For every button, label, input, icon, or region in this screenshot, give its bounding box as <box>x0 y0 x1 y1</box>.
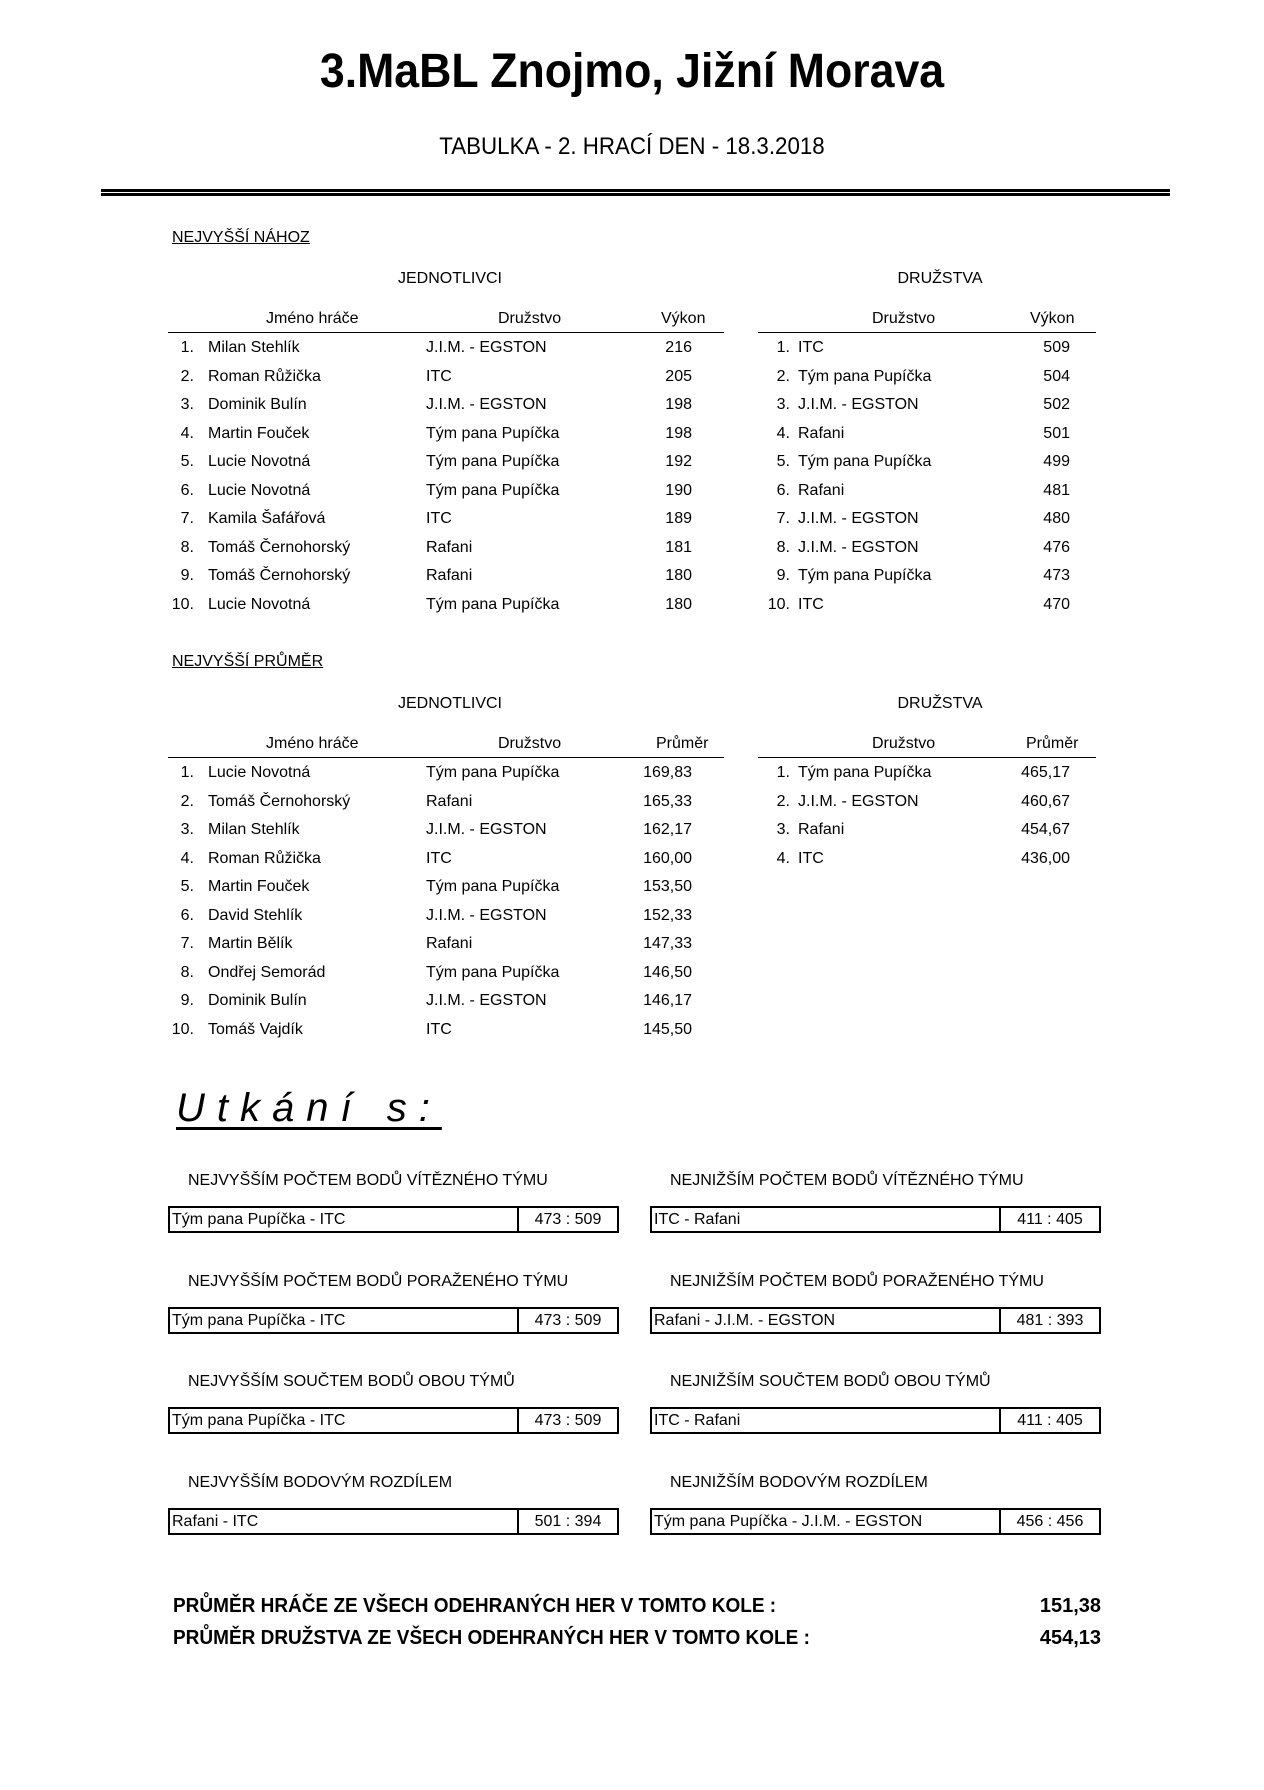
record-score: 411 : 405 <box>999 1208 1099 1231</box>
col-average: Průměr <box>1026 735 1079 752</box>
col-score: Výkon <box>1030 310 1075 327</box>
team-name: Tým pana Pupíčka <box>426 764 560 781</box>
team-name: Rafani <box>798 424 845 442</box>
table-row <box>168 590 724 619</box>
rank: 1. <box>180 764 194 781</box>
table-header <box>758 729 1096 758</box>
score-value: 165,33 <box>643 792 692 810</box>
table-row <box>758 504 1096 533</box>
section-heading-highest-throw: NEJVYŠŠÍ NÁHOZ <box>172 229 310 246</box>
record-box <box>168 1407 619 1434</box>
table-row <box>168 787 724 816</box>
rank: 9. <box>180 567 194 584</box>
rank: 8. <box>776 538 790 556</box>
table-row <box>758 447 1096 476</box>
table-row <box>758 362 1096 391</box>
player-name: Tomáš Černohorský <box>208 538 351 556</box>
score-value: 189 <box>665 510 692 527</box>
page-subtitle: TABULKA - 2. HRACÍ DEN - 18.3.2018 <box>439 133 825 160</box>
score-value: 198 <box>665 424 692 442</box>
record-score: 473 : 509 <box>517 1409 617 1432</box>
table-row <box>758 476 1096 505</box>
col-team: Družstvo <box>872 310 936 327</box>
score-value: 147,33 <box>643 935 692 952</box>
record-match: Tým pana Pupíčka - ITC <box>172 1311 346 1329</box>
score-value: 509 <box>1043 339 1070 356</box>
table-row <box>758 390 1096 419</box>
rank: 1. <box>776 764 790 781</box>
team-name: Tým pana Pupíčka <box>798 453 932 470</box>
record-match: Tým pana Pupíčka - ITC <box>172 1211 346 1228</box>
record-score: 481 : 393 <box>999 1309 1099 1332</box>
team-name: Rafani <box>426 538 473 556</box>
col-score: Výkon <box>661 310 706 327</box>
team-name: J.I.M. - EGSTON <box>426 396 547 413</box>
team-name: ITC <box>426 510 452 527</box>
team-name: J.I.M. - EGSTON <box>426 992 547 1009</box>
individuals-average-table <box>168 729 724 1043</box>
team-name: ITC <box>426 1020 452 1038</box>
team-name: ITC <box>798 595 824 613</box>
record-score: 473 : 509 <box>517 1309 617 1332</box>
score-value: 499 <box>1043 453 1070 470</box>
rank: 7. <box>776 510 790 527</box>
score-value: 152,33 <box>643 906 692 924</box>
team-name: ITC <box>798 849 824 867</box>
score-value: 190 <box>665 481 692 499</box>
team-name: Tým pana Pupíčka <box>426 481 560 499</box>
team-name: Rafani <box>426 792 473 810</box>
page-title: 3.MaBL Znojmo, Jižní Morava <box>319 45 945 98</box>
player-name: David Stehlík <box>208 906 303 924</box>
team-name: Tým pana Pupíčka <box>426 424 560 442</box>
record-score: 411 : 405 <box>999 1409 1099 1432</box>
rank: 2. <box>180 367 194 385</box>
player-name: Milan Stehlík <box>208 821 300 838</box>
table-header <box>168 304 724 333</box>
record-box <box>168 1307 619 1334</box>
record-box <box>650 1407 1101 1434</box>
record-label: NEJNIŽŠÍM POČTEM BODŮ VÍTĚZNÉHO TÝMU <box>670 1172 1024 1189</box>
score-value: 502 <box>1043 396 1070 413</box>
rank: 4. <box>180 424 194 442</box>
team-name: Tým pana Pupíčka <box>426 453 560 470</box>
rank: 3. <box>776 396 790 413</box>
score-value: 180 <box>665 567 692 584</box>
team-name: Rafani <box>426 935 473 952</box>
rank: 4. <box>776 849 790 867</box>
table-row <box>168 419 724 448</box>
table-row <box>168 333 724 362</box>
record-match: ITC - Rafani <box>654 1412 741 1429</box>
table-body <box>758 758 1096 872</box>
score-value: 146,17 <box>643 992 692 1009</box>
col-player-name: Jméno hráče <box>266 735 359 752</box>
rank: 8. <box>180 963 194 981</box>
table-row <box>758 844 1096 873</box>
player-name: Roman Růžička <box>208 849 321 867</box>
col-player-name: Jméno hráče <box>266 310 359 327</box>
rank: 6. <box>180 481 194 499</box>
score-value: 169,83 <box>643 764 692 781</box>
record-box <box>168 1206 619 1233</box>
score-value: 476 <box>1043 538 1070 556</box>
table-row <box>168 844 724 873</box>
table-header <box>758 304 1096 333</box>
player-name: Lucie Novotná <box>208 764 311 781</box>
record-match: Rafani - J.I.M. - EGSTON <box>654 1311 836 1329</box>
player-name: Milan Stehlík <box>208 339 300 356</box>
score-value: 481 <box>1043 481 1070 499</box>
record-label: NEJNIŽŠÍM BODOVÝM ROZDÍLEM <box>670 1473 928 1491</box>
score-value: 180 <box>665 595 692 613</box>
record-score: 456 : 456 <box>999 1510 1099 1533</box>
score-value: 436,00 <box>1021 849 1070 867</box>
player-name: Martin Fouček <box>208 424 310 442</box>
table-row <box>168 929 724 958</box>
team-name: J.I.M. - EGSTON <box>426 339 547 356</box>
rank: 1. <box>180 339 194 356</box>
teams-average-table <box>758 729 1096 872</box>
team-name: Tým pana Pupíčka <box>798 567 932 584</box>
rank: 3. <box>180 821 194 838</box>
teams-heading: DRUŽSTVA <box>897 270 983 287</box>
record-match: Tým pana Pupíčka - ITC <box>172 1412 346 1429</box>
team-name: J.I.M. - EGSTON <box>426 821 547 838</box>
table-row <box>758 419 1096 448</box>
table-body <box>168 758 724 1043</box>
player-average-value: 151,38 <box>1039 1595 1101 1617</box>
team-name: Rafani <box>798 821 845 838</box>
score-value: 473 <box>1043 567 1070 584</box>
table-row <box>168 986 724 1015</box>
table-row <box>168 504 724 533</box>
team-name: J.I.M. - EGSTON <box>798 538 919 556</box>
team-name: ITC <box>426 367 452 385</box>
player-name: Tomáš Černohorský <box>208 792 351 810</box>
record-match: Tým pana Pupíčka - J.I.M. - EGSTON <box>654 1512 923 1530</box>
individuals-throw-table <box>168 304 724 618</box>
score-value: 192 <box>665 453 692 470</box>
table-row <box>758 561 1096 590</box>
score-value: 153,50 <box>643 878 692 895</box>
player-name: Dominik Bulín <box>208 992 307 1009</box>
team-name: J.I.M. - EGSTON <box>798 396 919 413</box>
table-row <box>168 1015 724 1044</box>
score-value: 145,50 <box>643 1020 692 1038</box>
score-value: 205 <box>665 367 692 385</box>
player-name: Lucie Novotná <box>208 481 311 499</box>
team-name: ITC <box>426 849 452 867</box>
col-team: Družstvo <box>872 735 936 752</box>
team-name: ITC <box>798 339 824 356</box>
rank: 7. <box>180 510 194 527</box>
team-name: Tým pana Pupíčka <box>426 963 560 981</box>
team-name: Rafani <box>426 567 473 584</box>
record-box <box>650 1307 1101 1334</box>
individuals-heading: JEDNOTLIVCI <box>397 270 502 287</box>
team-name: Tým pana Pupíčka <box>426 595 560 613</box>
rank: 8. <box>180 538 194 556</box>
rank: 5. <box>776 453 790 470</box>
team-name: J.I.M. - EGSTON <box>798 792 919 810</box>
teams-throw-table <box>758 304 1096 618</box>
col-average: Průměr <box>656 735 709 752</box>
player-name: Tomáš Černohorský <box>208 567 351 584</box>
record-box <box>650 1508 1101 1535</box>
record-match: ITC - Rafani <box>654 1211 741 1228</box>
rank: 10. <box>171 1020 194 1038</box>
player-name: Martin Bělík <box>208 935 293 952</box>
table-row <box>168 447 724 476</box>
section-heading-highest-average: NEJVYŠŠÍ PRŮMĚR <box>172 653 324 670</box>
record-label: NEJVYŠŠÍM POČTEM BODŮ PORAŽENÉHO TÝMU <box>188 1272 569 1290</box>
score-value: 198 <box>665 396 692 413</box>
rank: 4. <box>776 424 790 442</box>
player-name: Ondřej Semorád <box>208 963 326 981</box>
score-value: 162,17 <box>643 821 692 838</box>
score-value: 501 <box>1043 424 1070 442</box>
rank: 7. <box>180 935 194 952</box>
table-row <box>168 476 724 505</box>
rank: 6. <box>776 481 790 499</box>
table-row <box>168 362 724 391</box>
player-name: Martin Fouček <box>208 878 310 895</box>
rank: 5. <box>180 453 194 470</box>
table-row <box>168 901 724 930</box>
rank: 2. <box>776 792 790 810</box>
table-body <box>168 333 724 618</box>
score-value: 181 <box>665 538 692 556</box>
team-average-label: PRŮMĚR DRUŽSTVA ZE VŠECH ODEHRANÝCH HER V TOMTO KOLE : <box>173 1627 810 1649</box>
table-row <box>168 561 724 590</box>
table-row <box>758 533 1096 562</box>
player-name: Tomáš Vajdík <box>208 1020 303 1038</box>
team-average-value: 454,13 <box>1039 1627 1101 1649</box>
score-value: 504 <box>1043 367 1070 385</box>
record-box <box>168 1508 619 1535</box>
record-label: NEJVYŠŠÍM BODOVÝM ROZDÍLEM <box>188 1473 453 1491</box>
table-row <box>758 590 1096 619</box>
double-divider <box>101 189 1170 196</box>
player-name: Lucie Novotná <box>208 453 311 470</box>
rank: 10. <box>171 595 194 613</box>
table-header <box>168 729 724 758</box>
score-value: 160,00 <box>643 849 692 867</box>
rank: 5. <box>180 878 194 895</box>
table-row <box>168 533 724 562</box>
record-label: NEJVYŠŠÍM POČTEM BODŮ VÍTĚZNÉHO TÝMU <box>188 1172 548 1189</box>
matches-heading: Utkání s: <box>176 1086 442 1130</box>
teams-heading: DRUŽSTVA <box>897 695 983 712</box>
record-match: Rafani - ITC <box>172 1512 259 1530</box>
score-value: 470 <box>1043 595 1070 613</box>
record-score: 501 : 394 <box>517 1510 617 1533</box>
score-value: 480 <box>1043 510 1070 527</box>
record-label: NEJNIŽŠÍM POČTEM BODŮ PORAŽENÉHO TÝMU <box>670 1272 1044 1290</box>
record-box <box>650 1206 1101 1233</box>
table-row <box>758 787 1096 816</box>
team-name: Tým pana Pupíčka <box>798 367 932 385</box>
score-value: 460,67 <box>1021 792 1070 810</box>
score-value: 216 <box>665 339 692 356</box>
rank: 9. <box>180 992 194 1009</box>
player-average-label: PRŮMĚR HRÁČE ZE VŠECH ODEHRANÝCH HER V TOMTO KOLE : <box>173 1595 777 1617</box>
record-label: NEJVYŠŠÍM SOUČTEM BODŮ OBOU TÝMŮ <box>188 1373 515 1390</box>
rank: 4. <box>180 849 194 867</box>
rank: 10. <box>767 595 790 613</box>
col-team: Družstvo <box>498 310 562 327</box>
rank: 3. <box>776 821 790 838</box>
score-value: 146,50 <box>643 963 692 981</box>
table-row <box>168 758 724 787</box>
table-row <box>168 872 724 901</box>
team-name: J.I.M. - EGSTON <box>426 906 547 924</box>
player-name: Dominik Bulín <box>208 396 307 413</box>
individuals-heading: JEDNOTLIVCI <box>397 695 502 712</box>
team-name: Tým pana Pupíčka <box>798 764 932 781</box>
rank: 2. <box>180 792 194 810</box>
player-name: Lucie Novotná <box>208 595 311 613</box>
record-label: NEJNIŽŠÍM SOUČTEM BODŮ OBOU TÝMŮ <box>670 1373 991 1390</box>
player-name: Roman Růžička <box>208 367 321 385</box>
rank: 2. <box>776 367 790 385</box>
table-row <box>168 815 724 844</box>
team-name: Rafani <box>798 481 845 499</box>
table-row <box>758 815 1096 844</box>
table-row <box>168 390 724 419</box>
table-row <box>168 958 724 987</box>
table-row <box>758 333 1096 362</box>
rank: 9. <box>776 567 790 584</box>
rank: 1. <box>776 339 790 356</box>
score-value: 465,17 <box>1021 764 1070 781</box>
rank: 3. <box>180 396 194 413</box>
team-name: J.I.M. - EGSTON <box>798 510 919 527</box>
col-team: Družstvo <box>498 735 562 752</box>
record-score: 473 : 509 <box>517 1208 617 1231</box>
rank: 6. <box>180 906 194 924</box>
team-name: Tým pana Pupíčka <box>426 878 560 895</box>
player-name: Kamila Šafářová <box>208 510 326 527</box>
score-value: 454,67 <box>1021 821 1070 838</box>
table-body <box>758 333 1096 618</box>
table-row <box>758 758 1096 787</box>
